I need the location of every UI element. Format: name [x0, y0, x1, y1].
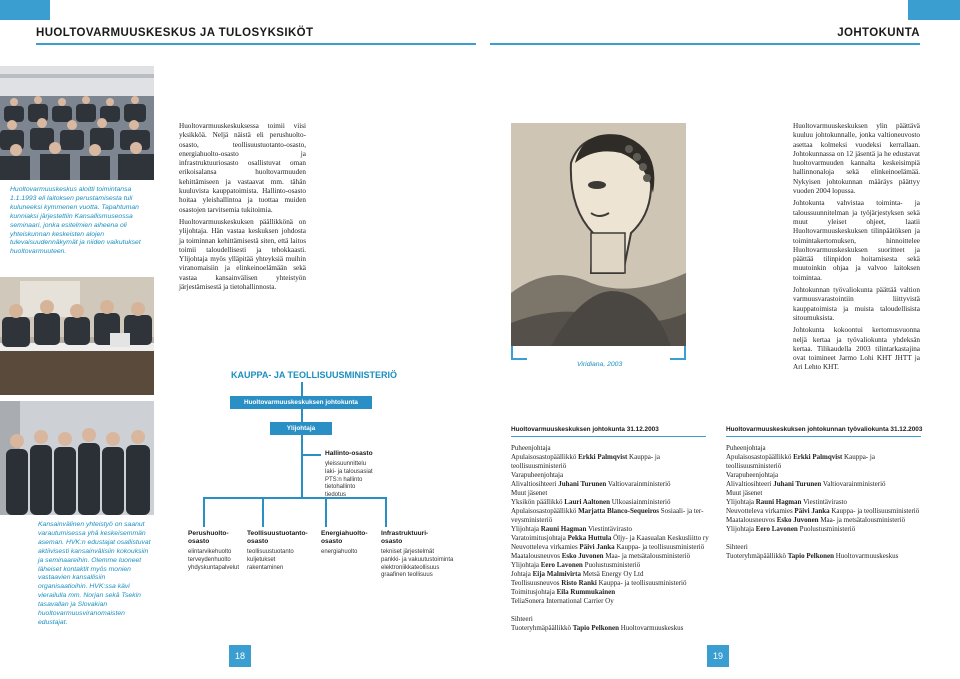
committee-line: Ylijohtaja Eero Lavonen Puolustusministeriö — [726, 525, 856, 533]
board-heading: Huoltovarmuuskeskuksen johtokunta 31.12.2003 — [511, 426, 659, 433]
committee-line: Apulaisosastopäällikkö Erkki Palmqvist Kauppa- ja — [726, 453, 875, 461]
board-line: veysministeriö — [511, 516, 553, 524]
org-unit-admin-item: tiedotus — [325, 492, 347, 499]
header-rule-right — [490, 43, 920, 45]
committee-line: Alivaltiosihteeri Juhani Turunen Valtiovarainministeriö — [726, 480, 886, 488]
org-unit-title-line: Infrastruktuuri- — [381, 530, 429, 537]
board-line: Varapuheenjohtaja — [511, 471, 564, 479]
board-secretary — [511, 615, 721, 633]
committee-heading: Huoltovarmuuskeskuksen johtokunnan työvaliokunta 31.12.2003 — [726, 426, 923, 433]
painting-frame-bracket-left-vertical — [511, 346, 513, 360]
board-line: Apulaisosastopäällikkö Marjatta Blanco-Sequeiros Sosiaali- ja ter- — [511, 507, 704, 515]
meeting-photo — [0, 277, 154, 395]
org-unit-title-line: Energiahuolto- — [321, 530, 368, 537]
board-line: Alivaltiosihteeri Juhani Turunen Valtiovarainministeriö — [511, 480, 671, 488]
page-number-right: 19 — [707, 645, 729, 667]
org-unit-title-line: osasto — [321, 538, 343, 545]
header-accent-right — [908, 0, 960, 20]
org-unit-item: terveydenhuolto — [188, 556, 231, 563]
board-secretary-name: Tuoteryhmäpäällikkö Tapio Pelkonen Huoltovarmuuskeskus — [511, 624, 684, 632]
org-unit-item: tekniset järjestelmät — [381, 549, 435, 555]
board-heading-rule — [511, 436, 706, 437]
viridiana-painting — [511, 123, 686, 346]
org-chart-title: KAUPPA- JA TEOLLISUUSMINISTERIÖ — [231, 370, 398, 380]
org-unit-item: teollisuustuotanto — [247, 549, 294, 555]
board-line: Varatoimitusjohtaja Pekka Huttula Öljy- ja Kaasualan Keskusliitto ry — [511, 534, 709, 542]
org-unit-admin-title: Hallinto-osasto — [325, 450, 373, 457]
board-line: Toimitusjohtaja Eila Rummukainen — [511, 588, 616, 596]
seminar-photo — [0, 66, 154, 180]
committee-heading-rule — [726, 436, 921, 437]
painting-caption: Viridiana, 2003 — [577, 361, 623, 368]
org-connector-ministry-board — [301, 382, 303, 396]
board-line: Ylijohtaja Eero Lavonen Puolustusministeriö — [511, 561, 641, 569]
delegation-caption: Kansainvälinen yhteistyö on saanut varautumisessa yhä keskeisemmän aseman. HVK:n edustajat osallistuvat aktiivisesti kansainvälisiin kokouksiin ja seminaareihin. Olemme luoneet läheiset kontaktit myös monien vastaavien kansallisiin organisaatioihin. HVK:ssa kävi vierailulla mm. Norjan sekä Tsekin tasavallan ja Slovakian huoltovarmuusviranomaisten edustajat. — [38, 521, 151, 626]
page-number-left: 18 — [229, 645, 251, 667]
seminar-caption: Huoltovarmuuskeskus aloitti toimintansa 1.1.1993 eli laitoksen perustamisesta tuli kuluneeksi kymmenen vuotta. Tapahtuman kunniaksi järjestettiin Kansallismuseossa seminaari, jonka esitelmien aiheena oli yhteiskunnan keskeisten alojen tulevaisuudennäkymät ja niiden vaikutukset huoltovarmuuteen. — [10, 186, 141, 256]
org-connector-admin — [303, 454, 321, 456]
org-connector-unit-3 — [325, 497, 327, 527]
org-unit-title — [247, 530, 319, 546]
right-paragraph-1: Huoltovarmuuskeskuksen ylin päättävä kuuluu johtokunnalle, jonka valtioneuvosto asettaa kolmeksi vuodeksi kerrallaan. Johtokunnassa on 12 jäsentä ja he edustavat huoltovarmuuden kannalta keskeisimpiä hallinnonaloja sekä elinkeinoelämää. Nykyisen johtokunnan määräys päättyy vuoden 2004 lopussa. — [793, 122, 920, 196]
org-unit-item: rakentaminen — [247, 564, 284, 571]
header-accent-left — [0, 0, 50, 20]
committee-line: teollisuusministeriö — [726, 462, 782, 470]
right-paragraph-2: Johtokunta vahvistaa toiminta- ja taloussuunnitelman ja työjärjestyksen sekä muut yleiset ohjeet, laatii Huoltovarmuuskeskuksen tilinpäätöksen ja toimintakertomuksen, hinnoittelee Huoltovarmuuskeskuksen suoritteet ja päättää tilinpidon hoitamisesta sekä muutoinkin ohjaa ja valvoo laitoksen toimintaa. — [793, 199, 920, 282]
board-line: Yksikön päällikkö Lauri Aaltonen Ulkoasiainministeriö — [511, 498, 671, 506]
delegation-photo-art — [0, 401, 154, 515]
board-line: Muut jäsenet — [511, 489, 548, 497]
org-unit-title — [188, 530, 248, 546]
org-unit-energiahuolto — [321, 530, 381, 557]
right-paragraph-4: Johtokunta kokoontui kertomusvuonna neljä kertaa ja työvaliokunta yhdeksän kertaa. Tilikaudella 2003 tilintarkastajina ovat toimineet Jarmo Lohi KHT JHTT ja Ari Lehto KHT. — [793, 326, 920, 372]
org-unit-item: kuljetukset — [247, 556, 276, 563]
right-body-text — [793, 122, 920, 376]
left-paragraph-1: Huoltovarmuuskeskuksessa toimii viisi yksikköä. Neljä näistä eli perushuolto-osasto, teollisuustuotanto-osasto, energiahuolto-osasto ja infrastruktuuriosasto osallistuvat oman erikoisalansa huoltovarmuuden kehittämiseen ja vastaavat mm. tähän kuuluvista kauppatoimista. Hallinto-osasto hoitaa yleishallintoa ja tuottaa muiden osastojen tarvitsemia tukitoimia. — [179, 122, 306, 214]
board-line: Ylijohtaja Rauni Hagman Viestintävirasto — [511, 525, 632, 533]
header-rule-left — [36, 43, 476, 45]
org-unit-title-line: osasto — [247, 538, 269, 545]
org-unit-item: yhdyskuntapalvelut — [188, 564, 240, 571]
org-unit-title-line: Teollisuustuotanto- — [247, 530, 308, 537]
org-unit-title-line: Perushuolto- — [188, 530, 229, 537]
org-unit-perushuolto — [188, 530, 248, 572]
board-line: TeliaSonera International Carrier Oy — [511, 597, 614, 605]
board-line: Apulaisosastopäällikkö Erkki Palmqvist Kauppa- ja — [511, 453, 660, 461]
painting-frame-bracket-left — [511, 358, 527, 360]
committee-line: Neuvotteleva virkamies Päivi Janka Kauppa- ja teollisuusministeriö — [726, 507, 920, 515]
org-unit-infrastruktuuri — [381, 530, 461, 580]
org-box-director: Ylijohtaja — [270, 422, 332, 435]
left-paragraph-2: Huoltovarmuuskeskuksen päällikkönä on ylijohtaja. Hän vastaa keskuksen johdosta ja toiminnan kehittämisestä siten, että laitos toimii taloudellisesti ja tehokkaasti. Ylijohtaja myös ylläpitää yhteyksiä muihin viranomaisiin ja elinkeinoelämään sekä vastaa kansainvälisen yhteistyön järjestämisestä ja tietohallinnosta. — [179, 217, 306, 292]
org-unit-item: elintarvikehuolto — [188, 549, 232, 555]
org-unit-item: elektroniikkateollisuus — [381, 564, 440, 571]
board-line: Maatalousneuvos Esko Juvonen Maa- ja metsätalousministeriö — [511, 552, 691, 560]
committee-secretary-label: Sihteeri — [726, 543, 748, 551]
committee-line: Puheenjohtaja — [726, 444, 766, 452]
committee-secretary — [726, 543, 936, 561]
painting-frame-bracket-right-vertical — [684, 346, 686, 360]
board-line: teollisuusministeriö — [511, 462, 567, 470]
org-unit-item: pankki- ja vakuutustoiminta — [381, 556, 454, 563]
org-unit-title — [381, 530, 461, 546]
org-unit-title — [321, 530, 381, 546]
seminar-photo-art — [0, 66, 154, 180]
committee-line: Varapuheenjohtaja — [726, 471, 779, 479]
board-members — [511, 444, 721, 606]
org-unit-admin-item: tietohallinto — [325, 484, 356, 491]
org-connector-unit-2 — [262, 497, 264, 527]
committee-secretary-name: Tuoteryhmäpäällikkö Tapio Pelkonen Huoltovarmuuskeskus — [726, 552, 899, 560]
org-unit-admin-item: yleissuunnittelu — [325, 461, 367, 467]
org-connector-board-director — [301, 409, 303, 422]
org-unit-item: energiahuolto — [321, 549, 358, 555]
board-line: Puheenjohtaja — [511, 444, 551, 452]
org-unit-teollisuustuotanto — [247, 530, 319, 572]
org-connector-trunk — [301, 435, 303, 497]
meeting-photo-art — [0, 277, 154, 395]
org-unit-admin-item: laki- ja talousasiat — [325, 468, 373, 475]
viridiana-painting-art — [511, 123, 686, 346]
org-unit-item: graafinen teollisuus — [381, 572, 433, 579]
org-unit-admin — [325, 450, 405, 500]
board-secretary-label: Sihteeri — [511, 615, 533, 623]
org-unit-admin-item: PTS:n hallinto — [325, 476, 363, 483]
board-line: Teollisuusneuvos Risto Ranki Kauppa- ja teollisuusministeriö — [511, 579, 687, 587]
board-line: Neuvotteleva virkamies Päivi Janka Kauppa- ja teollisuusministeriö — [511, 543, 705, 551]
right-paragraph-3: Johtokunnan työvaliokunta päättää valtion varmuusvarastointiin liittyvistä kauppatoimista ja muista taloudellisista sitoumuksista. — [793, 286, 920, 322]
page-title-left: HUOLTOVARMUUSKESKUS JA TULOSYKSIKÖT — [36, 27, 314, 39]
committee-line: Muut jäsenet — [726, 489, 763, 497]
page-title-right: JOHTOKUNTA — [837, 27, 920, 39]
delegation-photo — [0, 401, 154, 515]
left-body-text — [179, 122, 306, 295]
committee-members — [726, 444, 936, 534]
org-unit-title-line: osasto — [381, 538, 403, 545]
org-connector-unit-4 — [385, 497, 387, 527]
committee-line: Ylijohtaja Rauni Hagman Viestintävirasto — [726, 498, 847, 506]
org-connector-unit-1 — [203, 497, 205, 527]
org-unit-title-line: osasto — [188, 538, 210, 545]
org-box-board: Huoltovarmuuskeskuksen johtokunta — [230, 396, 372, 409]
board-line: Johtaja Eija Malmivirta Metsä Energy Oy Ltd — [511, 570, 644, 578]
committee-line: Maatalousneuvos Esko Juvonen Maa- ja metsätalousministeriö — [726, 516, 906, 524]
